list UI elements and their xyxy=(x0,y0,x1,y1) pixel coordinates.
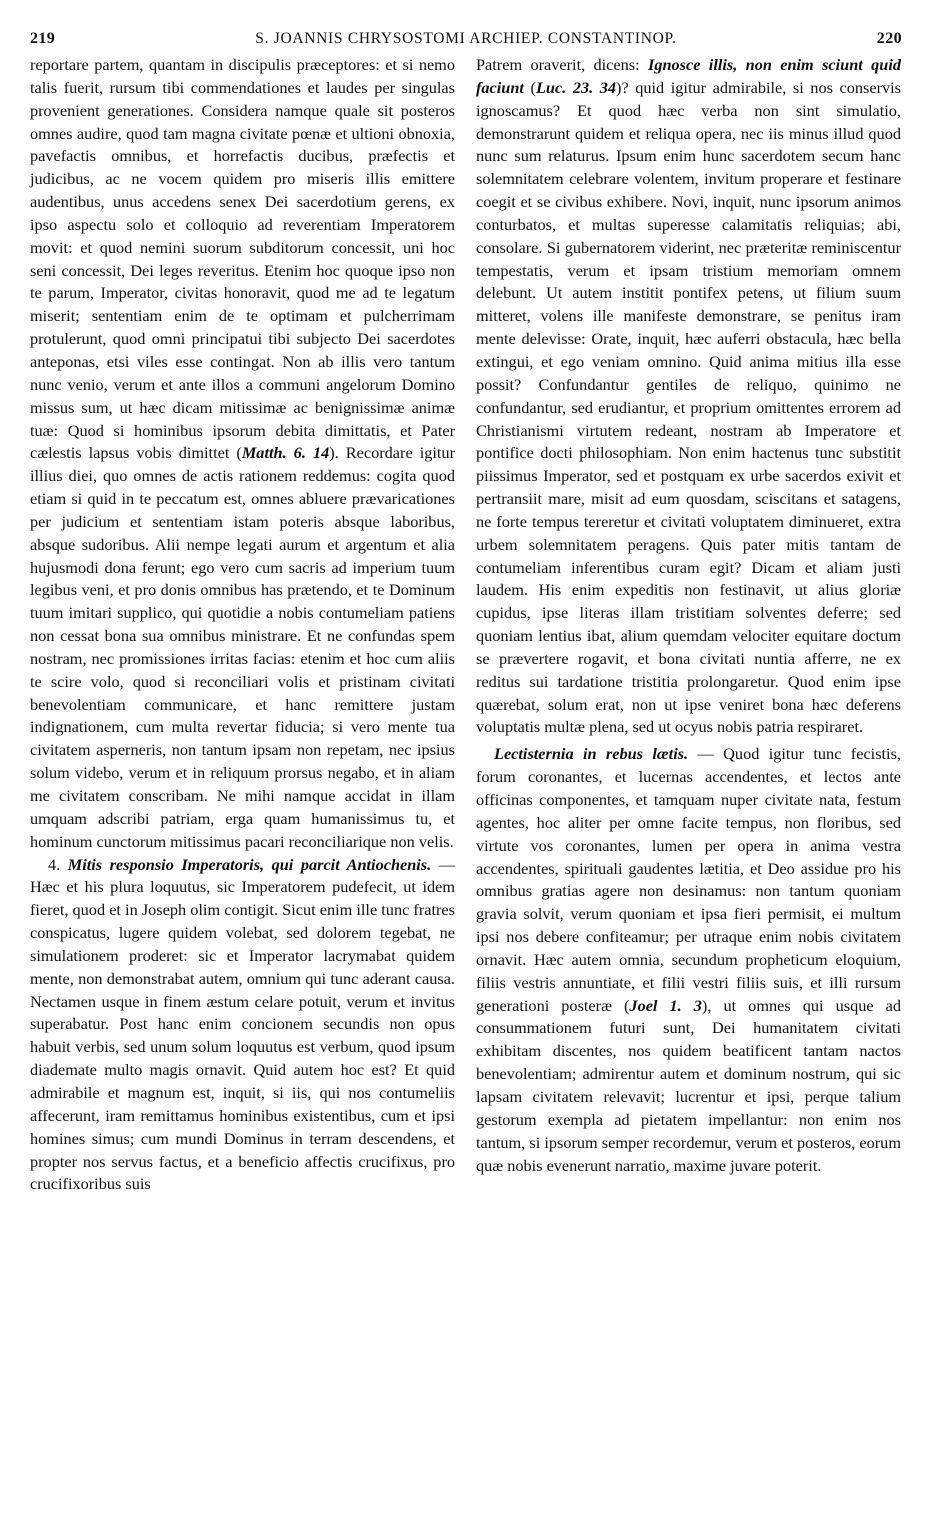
scripture-reference: Joel 1. 3 xyxy=(629,995,702,1015)
section-heading: Mitis responsio Imperatoris, qui parcit Antiochenis. xyxy=(67,854,432,874)
scripture-reference: Luc. 23. 34 xyxy=(535,77,617,97)
left-page-number: 219 xyxy=(30,30,56,47)
running-title: S. JOANNIS CHRYSOSTOMI ARCHIEP. CONSTANTINOP. xyxy=(255,30,677,47)
section-heading: Lectisternia in rebus lætis. xyxy=(494,744,689,764)
text-run: Patrem oraverit, dicens: xyxy=(476,55,648,74)
running-header xyxy=(30,30,902,48)
scripture-reference: Matth. 6. 14 xyxy=(241,443,330,463)
text-run: — Hæc et his plura loquutus, sic Imperatorem pudefecit, ut idem fieret, quod et in Joseph olim contigit. Sicut enim ille tunc fratres conspicatus, lugere quidem volebat, sed dolorem tegebat, ne simulationem proderet: sic et Imperator lacrymabat quidem mente, non demonstrabat autem, omnium qui tunc aderant causa. Nectamen usque in finem æstum celare potuit, verum et invitus superabatur. Post hanc enim concionem secundis non opus habuit verbis, sed unum solum loquutus est verbum, quod ipsum diademate multo magis ornavit. Quid autem hoc est? Et quid admirabile et magnum est, inquit, si iis, qui nos contumeliis affecerunt, iram remittamus hominibus existentibus, cum et ipsi homines simus; cum mundi Dominus in terram descendens, et propter nos servus factus, et a beneficio affectis crucifixus, pro crucifixoribus suis xyxy=(30,854,455,1194)
left-paragraph-2 xyxy=(30,854,455,1197)
left-paragraph-1 xyxy=(30,54,455,854)
right-paragraph-1 xyxy=(476,54,901,739)
text-columns xyxy=(30,54,902,1196)
scripture-quote: Ignosce illis, non enim sciunt quid faciunt xyxy=(476,55,901,97)
text-run: reportare partem, quantam in discipulis præceptores: et si nemo talis fuerit, rursum tibi commendationes et laudes per singulas provenient generationes. Considera namque quale sit posteros omnes audire, quod tam magna civitate pœnæ et ultioni obnoxia, pavefactis omnibus, et horrefactis ducibus, præfectis et judicibus, ac ne vocem quidem pro miseris illis emittere audentibus, unus accedens senex Dei sacerdotium gerens, ex ipso aspectu solo et colloquio ad reverentiam Imperatorem movit: et quod nemini suorum subditorum concessit, uni hoc seni concessit, Dei leges reveritus. Etenim hoc quoque ipso non te parum, Imperator, civitas honoravit, quod me ad te legatum miserit; sententiam enim de te optimam et pulcherrimam protulerunt, quod omni principatui tibi subjecto Dei sacerdotes anteponas, etsi viles esse contingat. Non ab illis vero tantum nunc venio, verum et ante illos a communi angelorum Domino missus sum, ut hæc dicam mitissimæ ac benignissimæ animæ tuæ: Quod si hominibus ipsorum debita dimittatis, et Pater cælestis lapsus vobis dimittet ( xyxy=(30,55,455,463)
text-run: ), ut omnes qui usque ad consummationem futuri sunt, Dei humanitatem civitati exhibitam discentes, nos quidem beatificent tantam nactos benevolentiam; admirentur autem et dominum nostrum, qui sic lapsam civitatem relevavit; lucrentur et ipsi, perque talium gestorum exempla ad pietatem impellantur: non enim nos tantum, si ipsorum semper recordemur, verum et posteros, eorum quæ nobis evenerunt narratio, maxime juvare poterit. xyxy=(476,995,902,1175)
text-run: )? quid igitur admirabile, si nos conservis ignoscamus? Et quod hæc verba non sint simulatio, demonstrarunt quidem et reliqua opera, nec iis minus illud quod nunc sum relaturus. Ipsum enim hunc sacerdotem secum hanc solemnitatem celebrare volentem, invitum properare et festinare coegit et se civibus exhibere. Novi, inquit, nunc ipsorum animos conturbatos, et multas superesse calamitatis reliquias; abi, consolare. Si gubernatorem viderint, nec præteritæ reminiscentur tempestatis, verum et ipsam tristium memoriam omnem delebunt. Ut autem institit pontifex petens, ut filium suum mitteret, volens ille manifeste demonstrare, se penitus iram mente delevisse: Orate, inquit, hæc auferri obstacula, hæc bella extingui, et ego veniam omnino. Quid anima mitius illa esse possit? Confundantur gentiles de reliquo, quinimo ne confundantur, sed erudiantur, et proprium omittentes errorem ad Christianismi virtutem redeant, nostram ab Imperatore et pontifice docti philosophiam. Non enim hactenus tunc substitit piissimus Imperator, sed et postquam ex urbe sacerdos exivit et pertransiit mare, misit ad eum quosdam, sciscitans et satagens, ne forte tempus tereretur et civitati voluptatem diminueret, extra urbem solemnitatem peragens. Quis pater mitis tantam de contumeliam inferentibus curam egit? Dicam et aliam justi laudem. His enim expeditis non festinavit, ut alius gloriæ cupidus, ipse literas illam tristitiam solventes deferre; sed quoniam lentius ibat, alium quemdam velociter equitare doctum se prævertere rogavit, et bona civitati nuntia afferre, ne ex reditus sui tardatione tristitia prolongaretur. Quod enim ipse quærebat, solum erat, non ut ipse veniret bona hæc deferens voluptatis multæ plena, sed ut ocyus nobis patria respiraret. xyxy=(476,77,901,737)
section-number: 4. xyxy=(48,854,61,874)
text-run: ). Recordare igitur illius diei, quo omnes de actis rationem reddemus: cogita quod etiam si quid in te peccatum est, omnes abluere prævaricationes per judicium et sententiam istam poteris absque laboribus, absque sudoribus. Alii nempe legati aurum et argentum et alia hujusmodi dona ferunt; ego vero cum sacris ad imperium tuum legibus veni, et pro donis omnibus has prætendo, et te Dominum tuum imitari supplico, qui quotidie a nobis contumeliam patiens non cessat bona sua omnibus ministrare. Et ne confundas spem nostram, nec promissiones irritas facias: etenim et hoc cum aliis te scire volo, quod si reconciliari volis et pristinam civitati benevolentiam communicare, et hanc remittere justam indignationem, cum multa revertar fiducia; si vero mente tua civitatem asperneris, non tantum ipsam non repetam, nec ipsius solum videbo, verum et in reliquum prorsus negabo, et in aliam me civitatem conscribam. Ne mihi namque accidat in illam umquam adscribi patriam, erga quam humanissimus tu, et hominum cunctorum mitissimus pacari reconciliarique non velis. xyxy=(30,443,455,851)
text-run: — Quod igitur tunc fecistis, forum coronantes, et lucernas accendentes, et lectos ante officinas componentes, et tamquam nuper civitate nata, festum agentes, hoc aliter per omne facite tempus, non floribus, sed virtute vos coronantes, lumen per opera in anima vestra accendentes, spirituali gaudentes lætitia, et Deo assidue pro his omnibus gratias agere non desinamus: non tantum quoniam gravia solvit, verum quoniam et ipsa fieri permisit, ei multum ipsi nos debere confiteamur; per utraque enim nobis civitatem ornavit. Hæc autem omnia, secundum propheticum eloquium, filiis vestris annuntiate, et filii vestri filiis suis, et illi rursum generationi posteræ ( xyxy=(476,744,901,1015)
left-column xyxy=(30,54,455,1196)
right-page-number: 220 xyxy=(876,30,902,47)
text-run: ( xyxy=(523,77,536,97)
right-paragraph-2 xyxy=(476,743,901,1177)
right-column xyxy=(476,54,901,1196)
